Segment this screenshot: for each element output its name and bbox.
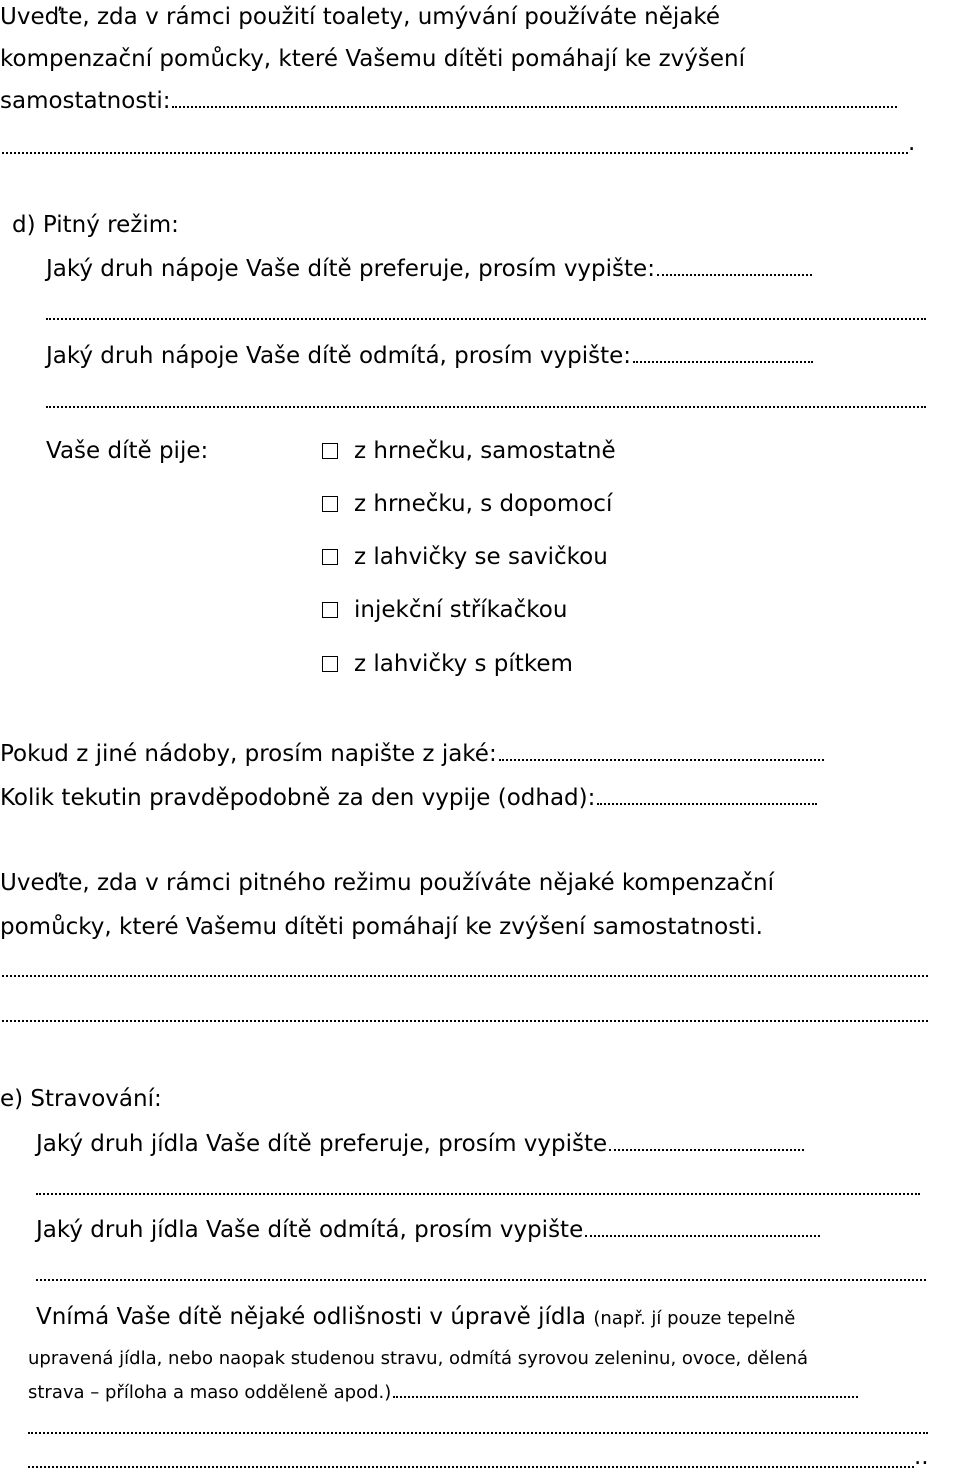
food-differences-answer-blank-3[interactable] (28, 1466, 914, 1468)
drink-refuses-answer-blank-1[interactable] (633, 357, 813, 363)
checkbox-cup-assisted[interactable] (322, 496, 338, 512)
toilet-aids-answer-blank-2[interactable] (2, 152, 908, 154)
food-prefers-answer-blank-2[interactable] (36, 1193, 920, 1195)
fluid-amount-question (0, 783, 817, 813)
food-refuses-answer-blank-2[interactable] (36, 1279, 926, 1281)
food-differences-note-line-3 (28, 1380, 858, 1406)
drink-option-bottle-spout[interactable] (322, 649, 573, 679)
food-differences-label: Vnímá Vaše dítě nějaké odlišnosti v úpravě jídla (36, 1304, 587, 1330)
drink-prefers-label: Jaký druh nápoje Vaše dítě preferuje, prosím vypište: (46, 256, 655, 282)
drink-prefers-answer-blank-1[interactable] (657, 270, 812, 276)
other-vessel-answer-blank[interactable] (499, 755, 824, 761)
food-refuses-question (36, 1215, 820, 1245)
food-prefers-answer-blank-1[interactable] (609, 1145, 804, 1151)
drink-option-syringe[interactable] (322, 595, 567, 625)
drinks-from-label: Vaše dítě pije: (46, 438, 209, 464)
drink-option-cup-assisted[interactable] (322, 489, 612, 519)
toilet-aids-label: samostatnosti: (0, 88, 171, 114)
drink-prefers-answer-blank-2[interactable] (46, 318, 926, 320)
checkbox-bottle-teat[interactable] (322, 549, 338, 565)
checkbox-cup-independent[interactable] (322, 443, 338, 459)
eating-heading: e) Stravování: (0, 1086, 162, 1112)
food-differences-end-mark: .. (914, 1444, 929, 1470)
food-differences-question (36, 1302, 795, 1334)
food-differences-answer-blank-1[interactable] (393, 1392, 858, 1398)
drinking-aids-question-line-2: pomůcky, které Vašemu dítěti pomáhají ke zvýšení samostatnosti. (0, 914, 763, 940)
fluid-amount-label: Kolik tekutin pravděpodobně za den vypije (odhad): (0, 785, 596, 811)
drink-refuses-answer-blank-2[interactable] (46, 406, 926, 408)
drink-option-label: z lahvičky se savičkou (354, 544, 608, 570)
food-refuses-label: Jaký druh jídla Vaše dítě odmítá, prosím vypište (36, 1217, 584, 1243)
drinking-heading: d) Pitný režim: (12, 212, 179, 238)
toilet-aids-end-mark: . (908, 130, 916, 156)
drinking-aids-question-line-1: Uveďte, zda v rámci pitného režimu používáte nějaké kompenzační (0, 870, 774, 896)
food-differences-note-1: (např. jí pouze tepelně (593, 1308, 796, 1329)
toilet-aids-question-line-3 (0, 86, 897, 116)
toilet-aids-answer-blank-1[interactable] (172, 102, 897, 108)
drinking-aids-answer-blank-2[interactable] (2, 1020, 928, 1022)
other-vessel-label: Pokud z jiné nádoby, prosím napište z jaké: (0, 741, 497, 767)
checkbox-bottle-spout[interactable] (322, 656, 338, 672)
drink-refuses-question (46, 341, 813, 371)
drink-option-label: z hrnečku, s dopomocí (354, 491, 613, 517)
drinking-aids-answer-blank-1[interactable] (2, 975, 928, 977)
checkbox-syringe[interactable] (322, 602, 338, 618)
food-prefers-label: Jaký druh jídla Vaše dítě preferuje, prosím vypište (36, 1131, 608, 1157)
toilet-aids-question-line-1: Uveďte, zda v rámci použití toalety, umývání používáte nějaké (0, 4, 721, 30)
drink-prefers-question (46, 254, 812, 284)
other-vessel-question (0, 739, 824, 769)
drink-option-label: z hrnečku, samostatně (354, 438, 616, 464)
toilet-aids-question-line-2: kompenzační pomůcky, které Vašemu dítěti pomáhají ke zvýšení (0, 46, 745, 72)
drink-refuses-label: Jaký druh nápoje Vaše dítě odmítá, prosím vypište: (46, 343, 631, 369)
drink-option-cup-independent[interactable] (322, 436, 616, 466)
food-differences-answer-blank-2[interactable] (28, 1432, 928, 1434)
food-prefers-question (36, 1129, 804, 1159)
drink-option-label: injekční stříkačkou (354, 597, 568, 623)
fluid-amount-answer-blank[interactable] (597, 799, 817, 805)
food-differences-note-2: upravená jídla, nebo naopak studenou stravu, odmítá syrovou zeleninu, ovoce, dělená (28, 1348, 809, 1369)
drink-option-label: z lahvičky s pítkem (354, 651, 573, 677)
food-refuses-answer-blank-1[interactable] (585, 1231, 820, 1237)
food-differences-note-3: strava – příloha a maso odděleně apod.) (28, 1382, 392, 1403)
drink-option-bottle-teat[interactable] (322, 542, 608, 572)
